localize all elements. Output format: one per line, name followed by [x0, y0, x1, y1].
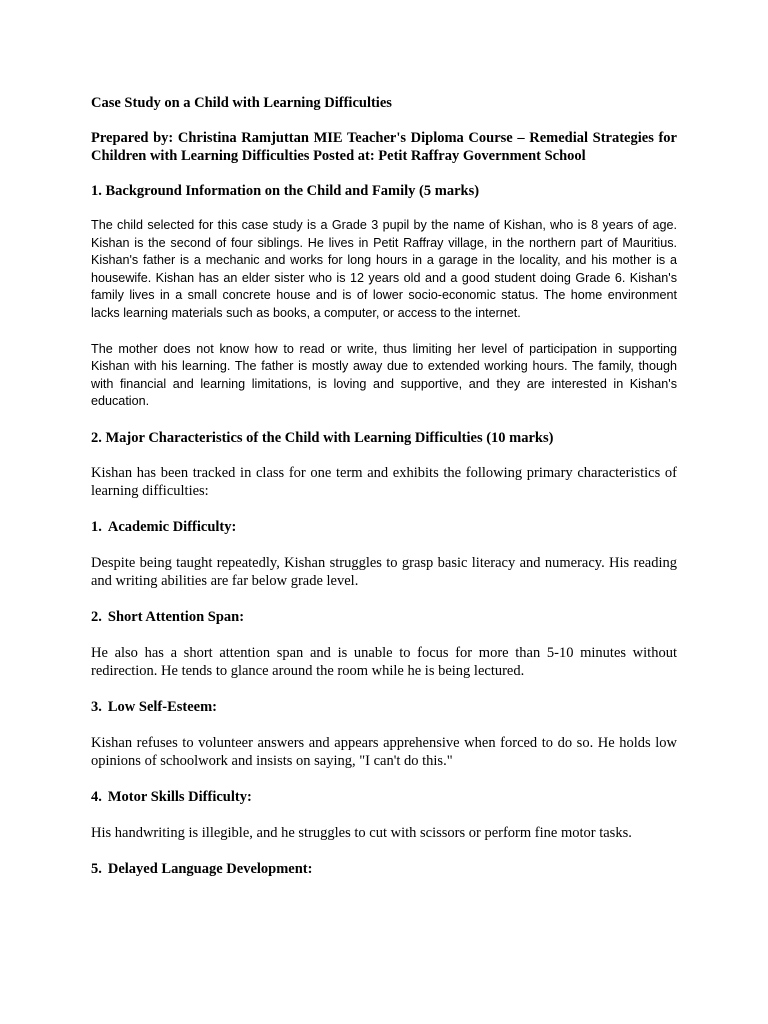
characteristic-heading — [91, 788, 677, 806]
section-2-intro: Kishan has been tracked in class for one term and exhibits the following primary characteristics of learning difficulties: — [91, 464, 677, 499]
characteristic-title: Short Attention Span: — [107, 608, 245, 625]
characteristic-heading — [91, 860, 677, 878]
characteristic-item-2 — [91, 608, 677, 680]
characteristic-number: 2. — [91, 608, 102, 625]
characteristic-number: 1. — [91, 518, 102, 535]
characteristic-title: Delayed Language Development: — [107, 860, 313, 877]
characteristic-item-1 — [91, 518, 677, 590]
section-2-heading: 2. Major Characteristics of the Child with Learning Difficulties (10 marks) — [91, 429, 554, 446]
characteristic-text: He also has a short attention span and is unable to focus for more than 5-10 minutes without redirection. He tends to glance around the room while he is being lectured. — [91, 644, 677, 679]
characteristic-number: 4. — [91, 788, 102, 805]
characteristic-text: Despite being taught repeatedly, Kishan struggles to grasp basic literacy and numeracy. His reading and writing abilities are far below grade level. — [91, 554, 677, 589]
section-1-paragraph-1: The child selected for this case study is a Grade 3 pupil by the name of Kishan, who is 8 years of age. Kishan is the second of four siblings. He lives in Petit Raffray village, in the northern part of Mauritius. Kishan's father is a mechanic and works for long hours in a garage in the locality, and his mother is a housewife. Kishan has an elder sister who is 12 years old and a good student doing Grade 6. Kishan's family lives in a small concrete house and is of lower socio-economic status. The home environment lacks learning materials such as books, a computer, or access to the internet. — [91, 218, 677, 320]
section-1-heading: 1. Background Information on the Child and Family (5 marks) — [91, 183, 480, 199]
characteristic-title: Academic Difficulty: — [107, 518, 237, 535]
section-1-paragraph-2: The mother does not know how to read or write, thus limiting her level of participation in supporting Kishan with his learning. The father is mostly away due to extended working hours. The family, though with financial and learning limitations, is loving and supportive, and they are interested in Kishan's education. — [91, 341, 677, 409]
characteristic-title: Motor Skills Difficulty: — [107, 788, 252, 805]
characteristic-number: 5. — [91, 860, 102, 877]
characteristic-text: His handwriting is illegible, and he struggles to cut with scissors or perform fine motor tasks. — [91, 824, 632, 841]
characteristic-item-4 — [91, 788, 677, 842]
characteristic-heading — [91, 698, 677, 716]
characteristic-text: Kishan refuses to volunteer answers and appears apprehensive when forced to do so. He holds low opinions of schoolwork and insists on saying, "I can't do this." — [91, 734, 677, 769]
characteristic-heading — [91, 608, 677, 626]
characteristic-item-5 — [91, 860, 677, 878]
characteristic-number: 3. — [91, 698, 102, 715]
characteristic-title: Low Self-Esteem: — [107, 698, 218, 715]
characteristic-heading — [91, 518, 677, 536]
characteristic-item-3 — [91, 698, 677, 770]
prepared-by-line: Prepared by: Christina Ramjuttan MIE Teacher's Diploma Course – Remedial Strategies for Children with Learning Difficulties Posted at: Petit Raffray Government School — [91, 130, 677, 164]
document-title: Case Study on a Child with Learning Difficulties — [91, 95, 392, 111]
